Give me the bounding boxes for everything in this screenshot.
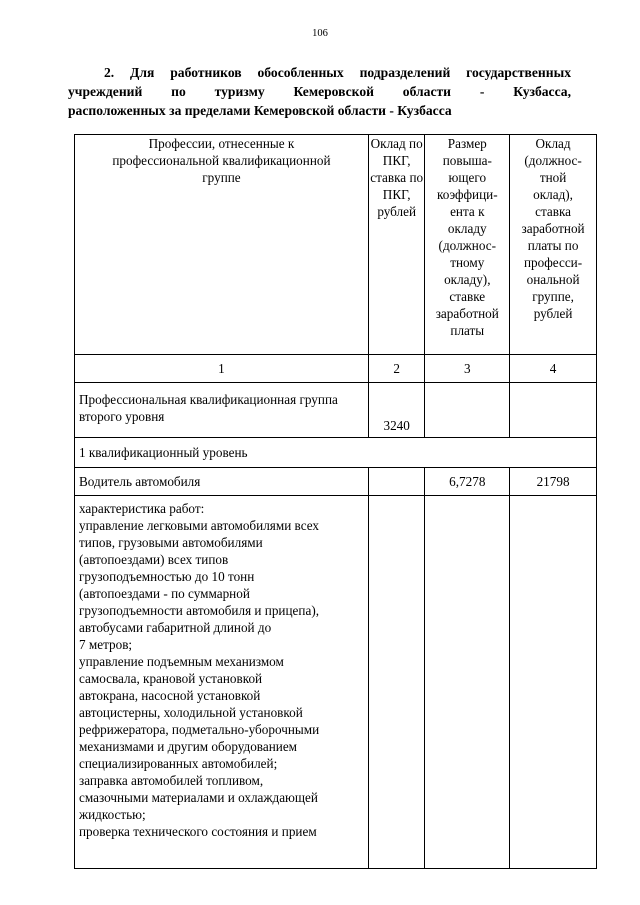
- pkg-salary: 3240: [368, 383, 424, 438]
- work-description: характеристика работ: управление легковыми автомобилями всех типов, грузовыми автомобилями (автопоездами) всех типов грузоподъемностью до 10 тонн (автопоездами - по суммарной грузоподъемности автомобиля и прицепа), автобусами габаритной длиной до 7 метров; управление подъемным механизмом самосвала, крановой установкой автокрана, насосной установкой автоцистерны, холодильной установкой рефрижератора, подметально-уборочными механизмами и другим оборудованием специализированных автомобилей; заправка автомобилей топливом, смазочными материалами и охлаждающей жидкостью; проверка технического состояния и прием: [75, 496, 369, 869]
- heading-line-2: учреждений по туризму Кемеровской области - Кузбасса,: [68, 84, 571, 99]
- section-heading: [68, 63, 571, 120]
- coefficient-value: 6,7278: [425, 468, 510, 496]
- qualification-level: 1 квалификационный уровень: [75, 438, 597, 468]
- table-header-row: [75, 135, 597, 355]
- pkg-empty-cell: [425, 383, 510, 438]
- driver-empty-cell: [368, 468, 424, 496]
- column-number-3: 3: [425, 355, 510, 383]
- header-coefficient: Размер повыша- ющего коэффици- ента к окладу (должнос- тному окладу), ставке заработной платы: [425, 135, 510, 355]
- column-number-row: [75, 355, 597, 383]
- table-row: [75, 468, 597, 496]
- page-number: 106: [312, 28, 328, 39]
- header-final-salary: Оклад (должнос- тной оклад), ставка заработной платы по професси- ональной группе, рублей: [510, 135, 597, 355]
- salary-table: [74, 134, 597, 869]
- heading-line-3: расположенных за пределами Кемеровской области - Кузбасса: [68, 103, 452, 118]
- desc-empty-cell: [368, 496, 424, 869]
- table-row: [75, 383, 597, 438]
- salary-value: 21798: [510, 468, 597, 496]
- column-number-1: 1: [75, 355, 369, 383]
- pkg-empty-cell: [510, 383, 597, 438]
- desc-empty-cell: [510, 496, 597, 869]
- column-number-2: 2: [368, 355, 424, 383]
- pkg-name: Профессиональная квалификационная группа второго уровня: [75, 383, 369, 438]
- column-number-4: 4: [510, 355, 597, 383]
- desc-empty-cell: [425, 496, 510, 869]
- heading-line-1: 2. Для работников обособленных подразделений государственных: [104, 65, 571, 80]
- header-pkg-salary: Оклад по ПКГ, ставка по ПКГ, рублей: [368, 135, 424, 355]
- profession-name: Водитель автомобиля: [75, 468, 369, 496]
- table-row: [75, 496, 597, 869]
- header-profession: Профессии, отнесенные к профессиональной квалификационной группе: [75, 135, 369, 355]
- table-row: [75, 438, 597, 468]
